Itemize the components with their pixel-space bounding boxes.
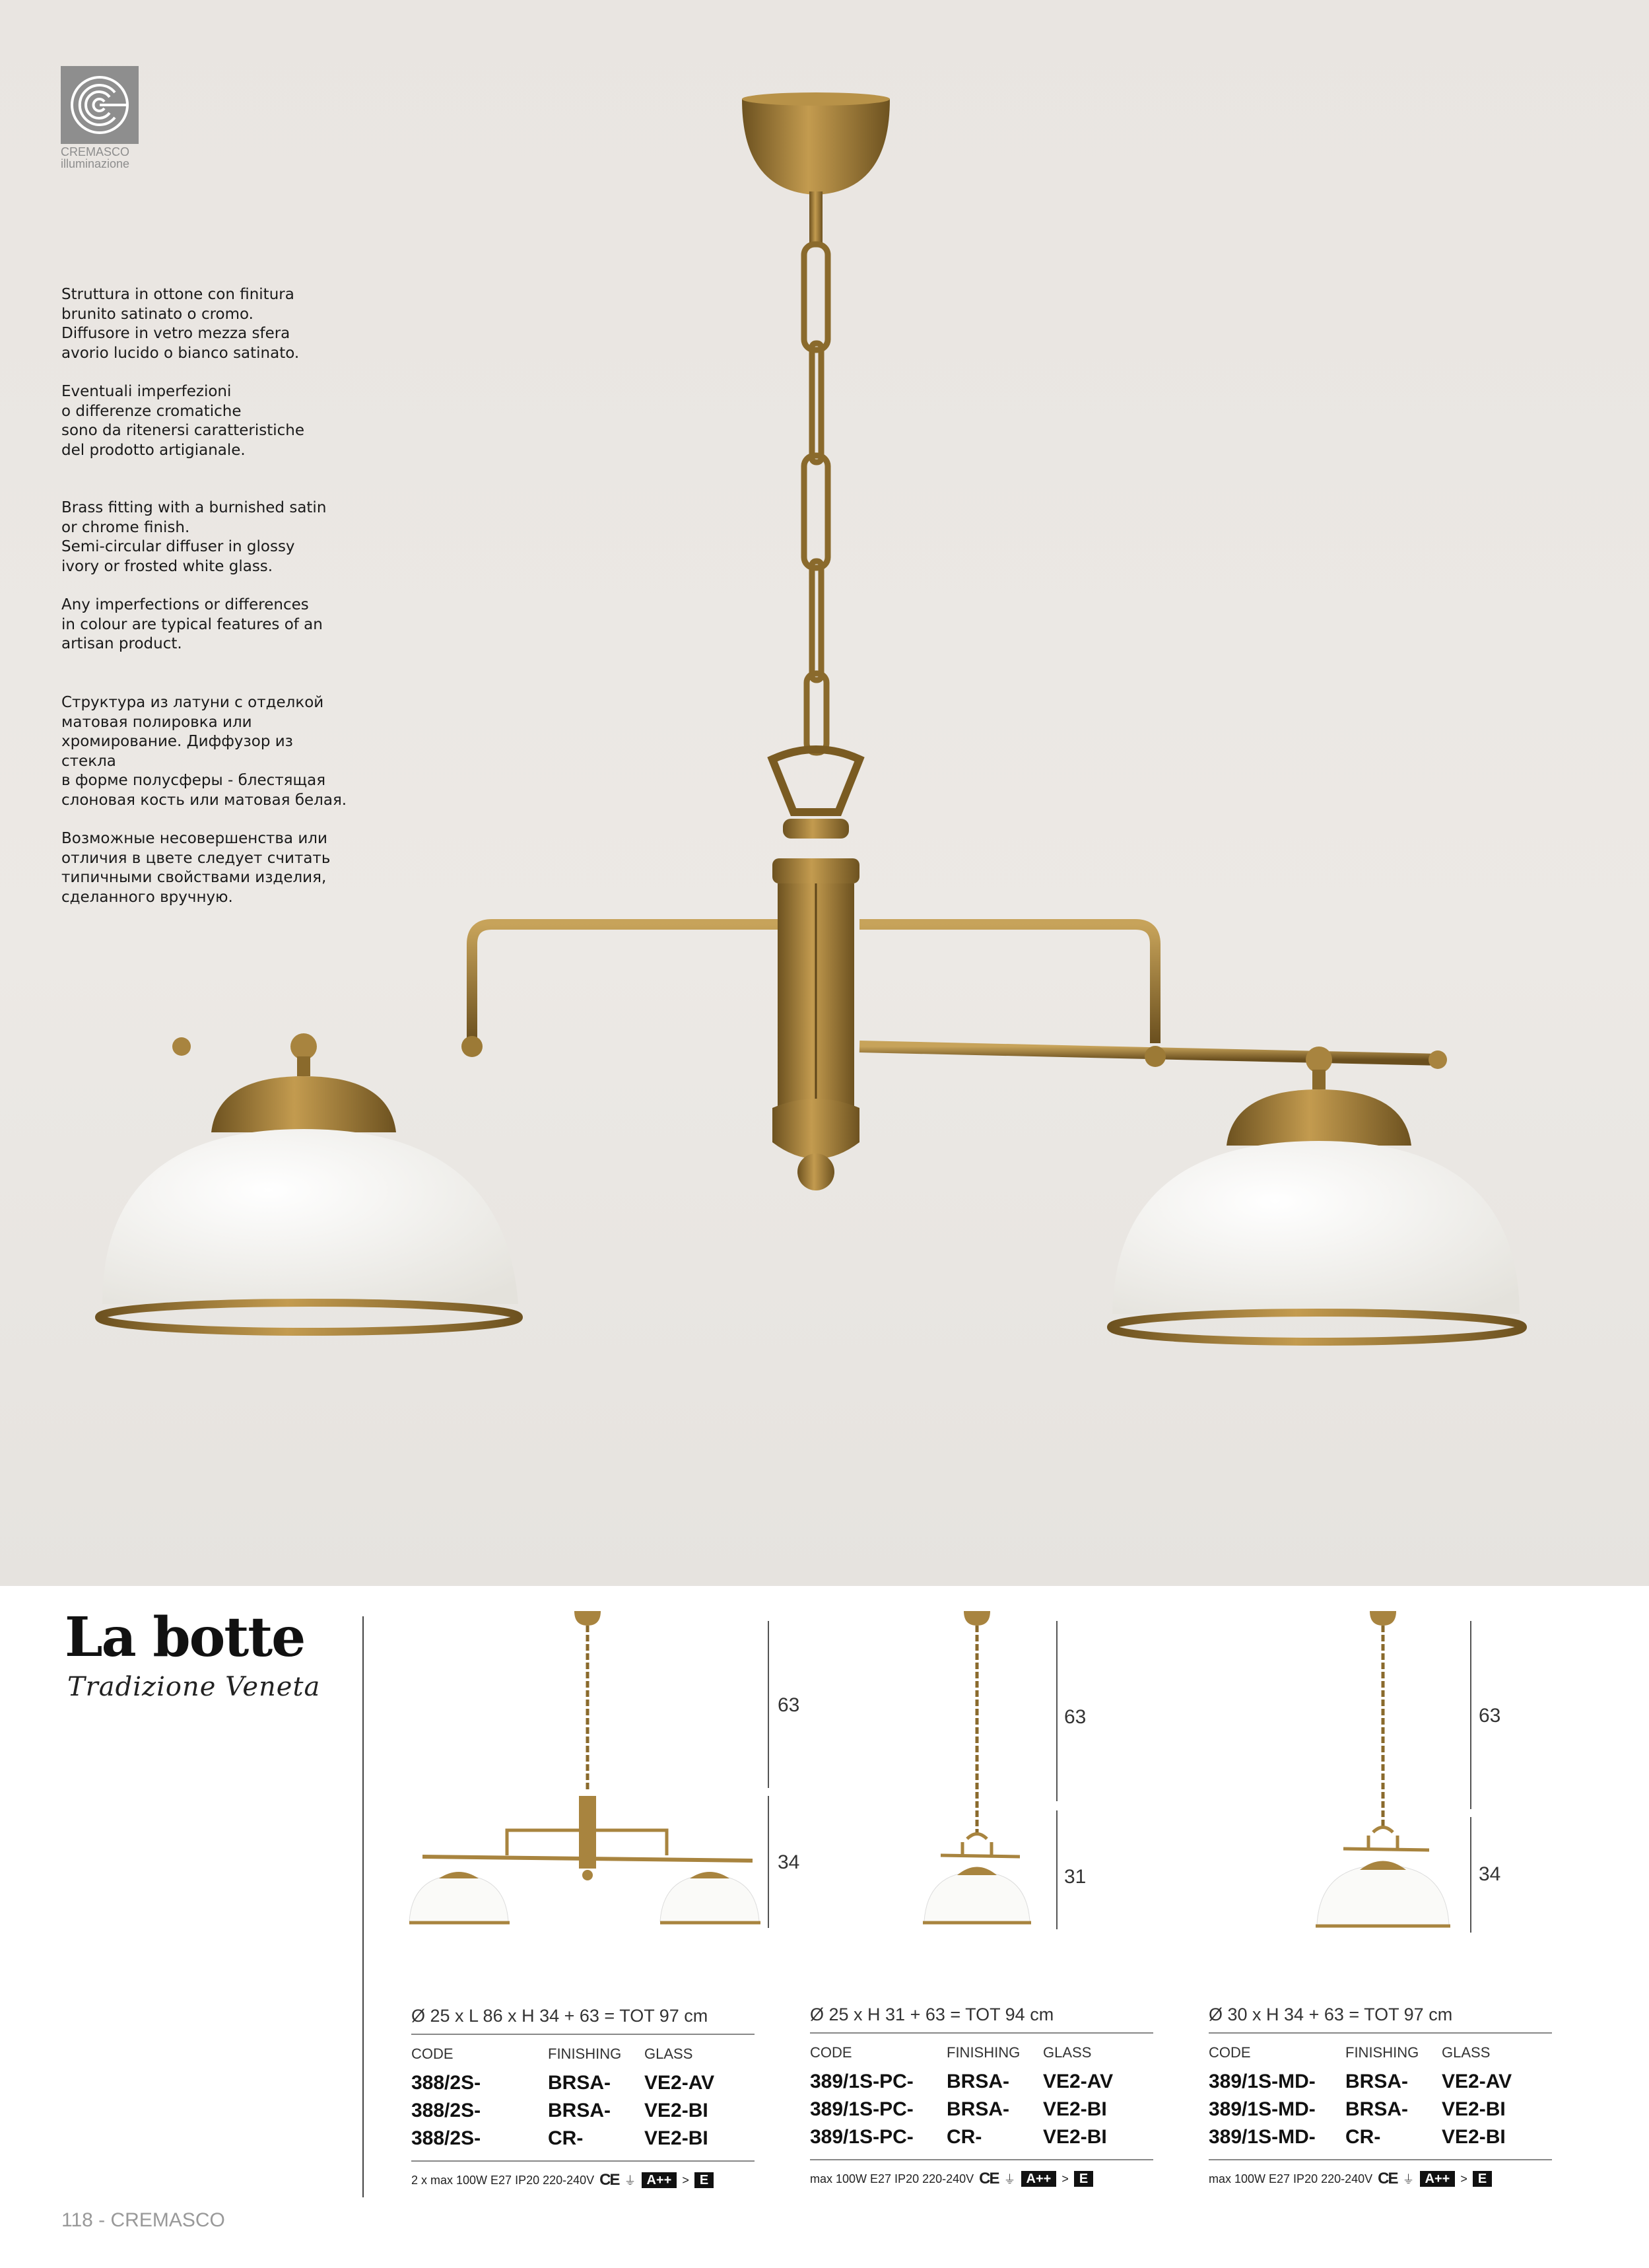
dim-chain-length: 63 (1064, 1706, 1087, 1728)
glass-cell: VE2-BI (644, 2127, 708, 2149)
finishing-cell: BRSA- (1345, 2071, 1408, 2092)
ground-symbol-icon: ⏚ (1003, 2173, 1016, 2186)
dim-rule-upper (1056, 1621, 1058, 1801)
glass-cell: VE2-BI (1442, 2098, 1506, 2120)
col-code-header: CODE (1209, 2044, 1251, 2061)
col-finishing-header: FINISHING (947, 2044, 1021, 2061)
dim-chain-length: 63 (778, 1694, 800, 1716)
col-glass-header: GLASS (644, 2045, 693, 2062)
desc-ru-material: Структура из латуни с отделкой матовая полировка или хромирование. Диффузор из стекла в форме полусферы - блестящая слоновая кость или матовая белая. (61, 694, 347, 809)
desc-en-imperfections: Any imperfections or differences in colour are typical features of an artisan product. (61, 596, 323, 652)
logo-name: CREMASCO (61, 145, 130, 158)
spec-divider (810, 2159, 1153, 2160)
range-arrow-icon: > (1460, 2172, 1467, 2185)
desc-it-imperfections: Eventuali imperfezioni o differenze cromatiche sono da ritenersi caratteristiche del prodotto artigianale. (61, 383, 304, 459)
glass-cell: VE2-BI (1442, 2126, 1506, 2148)
product-dimensions: Ø 30 x H 34 + 63 = TOT 97 cm (1209, 2005, 1453, 2024)
glass-cell: VE2-BI (644, 2100, 708, 2121)
code-cell: 389/1S-PC- (810, 2098, 914, 2120)
dim-chain-length: 63 (1479, 1705, 1501, 1727)
product-389pc-thumbnail (911, 1611, 1043, 1941)
electrical-specs (810, 2170, 1093, 2188)
wattage-text: max 100W E27 IP20 220-240V (810, 2172, 974, 2185)
code-cell: 389/1S-PC- (810, 2126, 914, 2148)
finishing-cell: BRSA- (947, 2071, 1009, 2092)
desc-it-material: Struttura in ottone con finitura brunito satinato o cromo. Diffusore in vetro mezza sfera avorio lucido o bianco satinato. (61, 286, 300, 362)
col-glass-header: GLASS (1442, 2044, 1491, 2061)
finishing-cell: BRSA- (1345, 2098, 1408, 2120)
range-arrow-icon: > (682, 2173, 689, 2187)
collection-title: La botte (65, 1606, 305, 1669)
electrical-specs (411, 2171, 714, 2189)
glass-cell: VE2-BI (1043, 2126, 1107, 2148)
dim-rule-lower (1056, 1810, 1058, 1929)
col-finishing-header: FINISHING (548, 2045, 622, 2062)
left-divider (362, 1616, 364, 2197)
code-cell: 389/1S-MD- (1209, 2098, 1316, 2120)
spec-divider (411, 2034, 755, 2035)
spec-divider (1209, 2032, 1552, 2034)
range-arrow-icon: > (1061, 2172, 1069, 2185)
col-glass-header: GLASS (1043, 2044, 1092, 2061)
finishing-cell: BRSA- (947, 2098, 1009, 2120)
product-dimensions: Ø 25 x H 31 + 63 = TOT 94 cm (810, 2005, 1054, 2024)
wattage-text: 2 x max 100W E27 IP20 220-240V (411, 2173, 595, 2187)
ground-symbol-icon: ⏚ (624, 2174, 636, 2187)
energy-class-high: A++ (1021, 2171, 1057, 2187)
energy-class-low: E (1074, 2171, 1093, 2187)
ce-mark-icon: CE (599, 2171, 619, 2189)
code-cell: 388/2S- (411, 2127, 481, 2149)
glass-cell: VE2-AV (1043, 2071, 1114, 2092)
dim-rule-lower (768, 1796, 769, 1928)
energy-class-low: E (1473, 2171, 1492, 2187)
code-cell: 389/1S-PC- (810, 2071, 914, 2092)
dim-rule-upper (1470, 1621, 1471, 1809)
wattage-text: max 100W E27 IP20 220-240V (1209, 2172, 1373, 2185)
ce-mark-icon: CE (979, 2170, 999, 2187)
dim-body-height: 34 (778, 1851, 800, 1873)
product-388-thumbnail (396, 1611, 779, 1941)
dim-rule-lower (1470, 1817, 1471, 1933)
ce-mark-icon: CE (1378, 2170, 1397, 2187)
spec-divider (810, 2032, 1153, 2034)
dim-rule-upper (768, 1621, 769, 1788)
finishing-cell: CR- (548, 2127, 584, 2149)
spec-divider (1209, 2159, 1552, 2160)
product-389md-thumbnail (1310, 1611, 1456, 1941)
code-cell: 388/2S- (411, 2072, 481, 2094)
dim-body-height: 34 (1479, 1863, 1501, 1885)
col-finishing-header: FINISHING (1345, 2044, 1419, 2061)
desc-en-material: Brass fitting with a burnished satin or chrome finish. Semi-circular diffuser in glossy ivory or frosted white glass. (61, 499, 327, 575)
logo-tagline: illuminazione (61, 157, 130, 170)
electrical-specs (1209, 2170, 1492, 2188)
finishing-cell: BRSA- (548, 2072, 611, 2094)
energy-class-high: A++ (1420, 2171, 1456, 2187)
col-code-header: CODE (411, 2045, 454, 2062)
spec-divider (411, 2160, 755, 2162)
code-cell: 388/2S- (411, 2100, 481, 2121)
dim-body-height: 31 (1064, 1866, 1087, 1888)
energy-class-high: A++ (642, 2172, 677, 2188)
collection-subtitle: Tradizione Veneta (67, 1672, 321, 1702)
glass-cell: VE2-BI (1043, 2098, 1107, 2120)
ground-symbol-icon: ⏚ (1402, 2173, 1415, 2186)
product-dimensions: Ø 25 x L 86 x H 34 + 63 = TOT 97 cm (411, 2006, 708, 2026)
finishing-cell: BRSA- (548, 2100, 611, 2121)
energy-class-low: E (694, 2172, 714, 2188)
finishing-cell: CR- (947, 2126, 982, 2148)
col-code-header: CODE (810, 2044, 852, 2061)
glass-cell: VE2-AV (1442, 2071, 1512, 2092)
code-cell: 389/1S-MD- (1209, 2126, 1316, 2148)
page-number: 118 - CREMASCO (61, 2209, 225, 2231)
desc-ru-imperfections: Возможные несовершенства или отличия в цвете следует считать типичными свойствами изделия, сделанного вручную. (61, 830, 331, 906)
finishing-cell: CR- (1345, 2126, 1381, 2148)
code-cell: 389/1S-MD- (1209, 2071, 1316, 2092)
glass-cell: VE2-AV (644, 2072, 715, 2094)
